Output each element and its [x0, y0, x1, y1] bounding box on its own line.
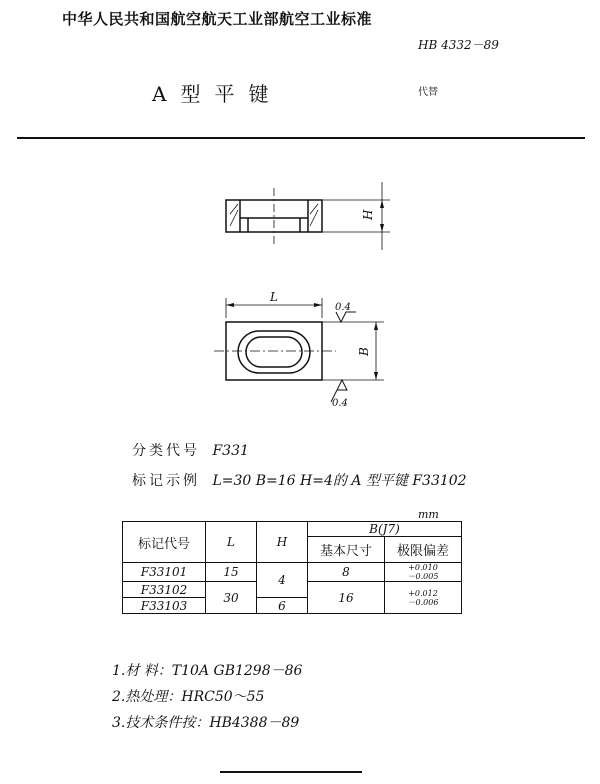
cell-B-8: 8 [308, 563, 385, 582]
header-code: 标记代号 [123, 522, 206, 563]
example-label: 标记示例 [132, 473, 200, 489]
tol-16-lower: －0.006 [407, 597, 439, 607]
header-divider [17, 137, 585, 139]
spec-table [122, 521, 462, 614]
roughness-top: 0.4 [335, 302, 351, 313]
header-L: L [206, 522, 257, 563]
cell-H-4: 4 [257, 563, 308, 598]
tol-8-lower: －0.005 [407, 572, 439, 581]
replaces-label: 代替 [418, 87, 438, 98]
dimension-L: L [270, 290, 278, 304]
table-row [123, 563, 462, 582]
note-heat-treatment: 2.热处理：HRC50～55 [112, 689, 265, 705]
row-code: F33102 [123, 582, 206, 598]
standard-number: HB 4332－89 [418, 38, 499, 52]
cell-L-30: 30 [206, 582, 257, 614]
example-value: L=30 B=16 H=4的 A 型平键 F33102 [212, 473, 467, 489]
tol-16-upper: +0.012 [408, 588, 438, 598]
example-line [132, 470, 467, 490]
header-B-group: B(J7) [308, 522, 462, 537]
row-code: F33103 [123, 598, 206, 614]
cell-tol-16 [385, 582, 462, 614]
document-title: A型平键 [152, 82, 283, 106]
category-line [132, 440, 249, 460]
note-material: 1.材 料：T10A GB1298－86 [112, 663, 303, 679]
header-B-basic: 基本尺寸 [308, 537, 385, 563]
dimension-B: B [357, 347, 371, 356]
footer-line [220, 771, 362, 773]
cell-H-6: 6 [257, 598, 308, 614]
category-value: F331 [212, 443, 249, 459]
tol-8-upper: +0.010 [408, 563, 438, 572]
unit-label: mm [418, 508, 439, 521]
dimension-H: H [361, 209, 375, 220]
standard-title: 中华人民共和国航空航天工业部航空工业标准 [62, 10, 373, 28]
cell-B-16: 16 [308, 582, 385, 614]
key-drawing [0, 160, 600, 410]
note-technical-conditions: 3.技术条件按：HB4388－89 [112, 715, 300, 731]
roughness-bottom: 0.4 [332, 398, 348, 409]
header-B-tol: 极限偏差 [385, 537, 462, 563]
cell-tol-8 [385, 563, 462, 582]
header-H: H [257, 522, 308, 563]
category-label: 分类代号 [132, 443, 200, 459]
row-L: 15 [206, 563, 257, 582]
row-code: F33101 [123, 563, 206, 582]
